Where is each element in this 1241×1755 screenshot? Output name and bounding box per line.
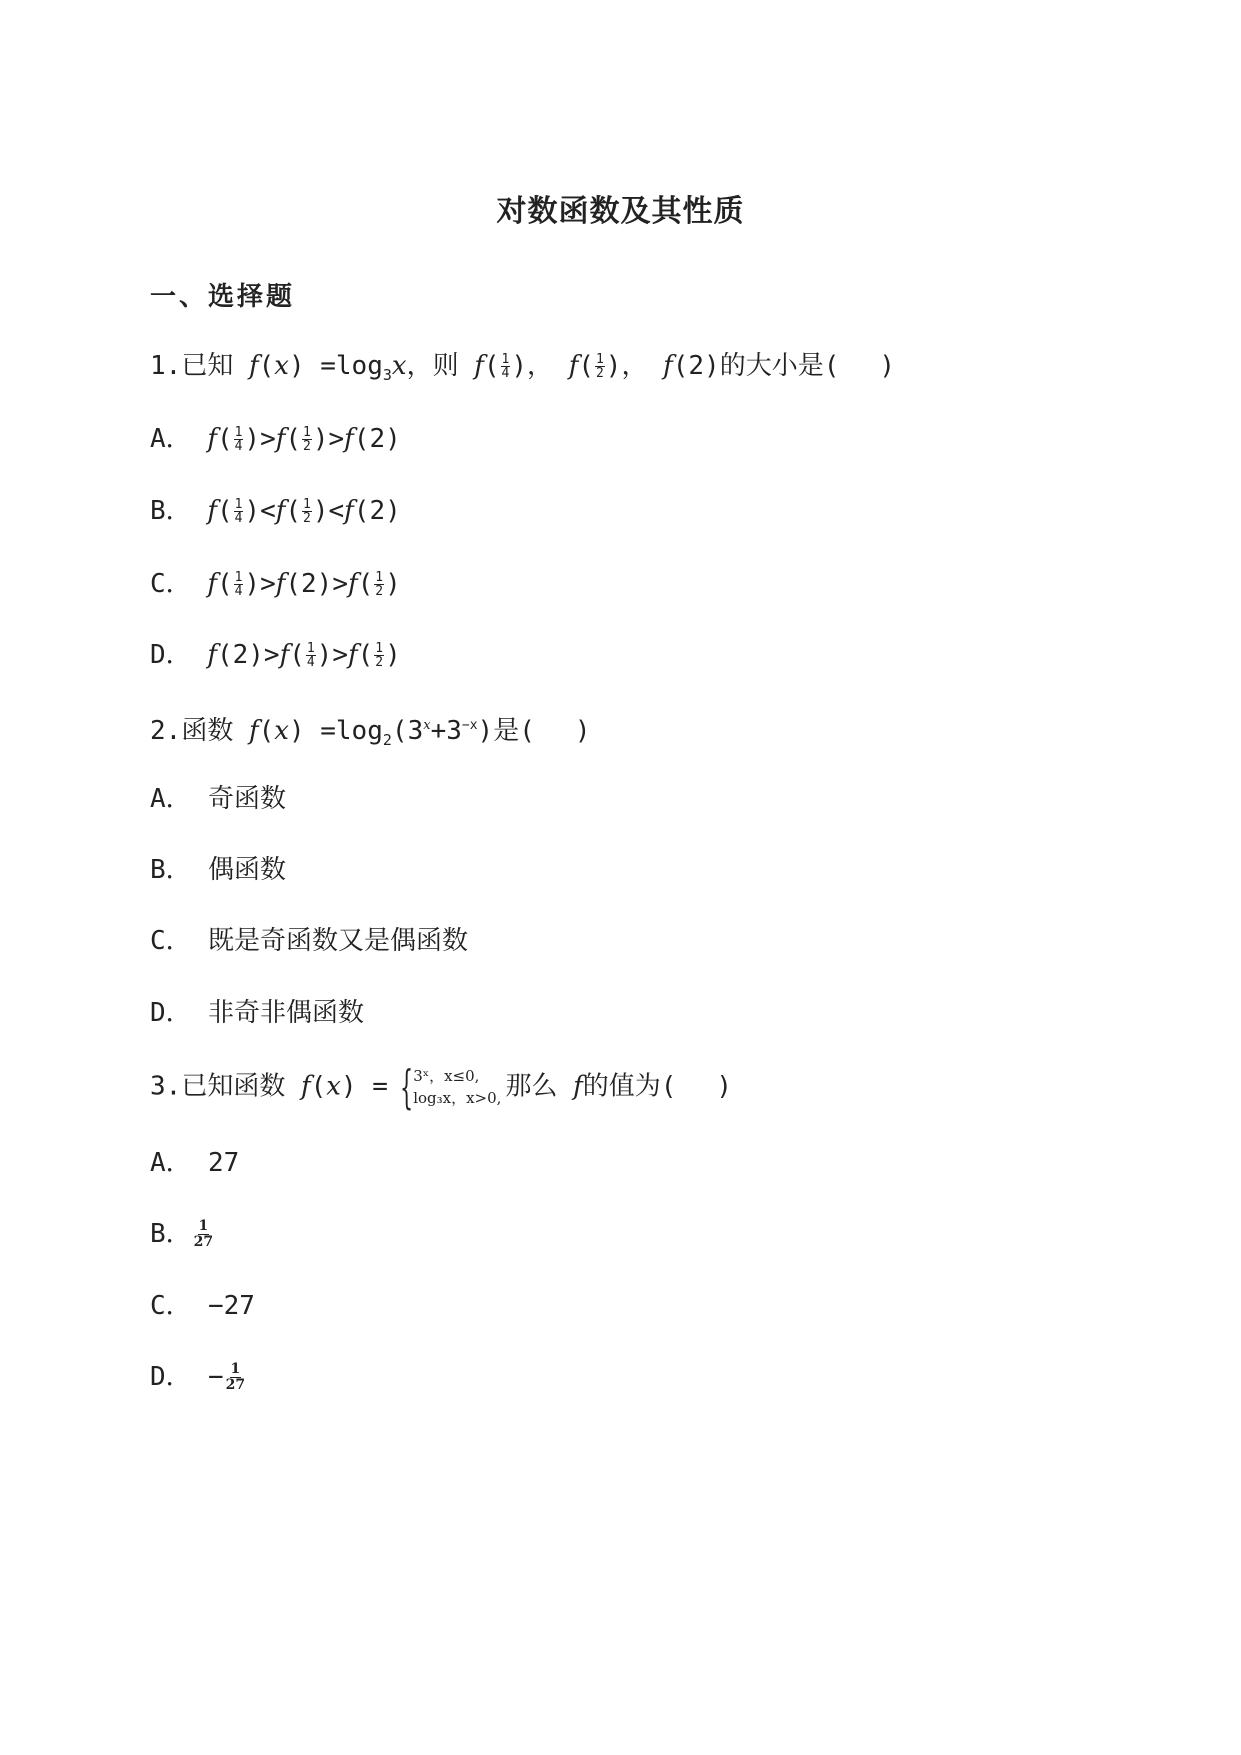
log-base: 3 [382, 366, 392, 384]
option-label: B． [150, 855, 192, 885]
case-2: log₃x，x>0, [413, 1089, 502, 1107]
question-number: 3. [150, 1071, 182, 1102]
log-base: 2 [382, 731, 392, 749]
function-name: f [248, 351, 259, 381]
option-label: D． [150, 998, 192, 1028]
option-label: A． [150, 424, 192, 454]
option-label: B． [150, 496, 192, 526]
fraction-half: $\frac{1}{2}$ [375, 570, 384, 599]
option-2b [150, 850, 286, 890]
question-2: 2.函数 $f(x) =\log_2(3^x+3^{-x})$是( ) [150, 716, 591, 749]
option-3c [150, 1286, 255, 1326]
fraction: $\frac{1}{27}$ [193, 1218, 214, 1250]
option-3a [150, 1143, 239, 1183]
fraction-quarter: $\frac{1}{4}$ [234, 570, 243, 599]
piecewise-definition: { 3ˣ，x≤0, log₃x，x>0, [399, 1060, 502, 1114]
option-label: D． [150, 1362, 192, 1392]
question-suffix: 的大小是( [719, 351, 840, 381]
fraction-quarter: $\frac{1}{4}$ [501, 352, 510, 381]
option-2d [150, 993, 364, 1033]
fraction-half: $\frac{1}{2}$ [375, 641, 384, 670]
option-label: C． [150, 1291, 192, 1321]
variable: x [274, 351, 289, 381]
option-label: B． [150, 1219, 192, 1249]
option-text: 27 [208, 1148, 240, 1178]
question-number: 2. [150, 716, 182, 746]
option-2a [150, 779, 286, 819]
function-name: f [568, 351, 579, 381]
page-title: 对数函数及其性质 [496, 194, 745, 229]
fraction-half: $\frac{1}{2}$ [303, 497, 311, 526]
option-3d [150, 1357, 247, 1397]
question-3: 3.已知函数 f(x) = { 3ˣ，x≤0, log₃x，x>0, 那么 f的值为( ) [150, 1060, 733, 1114]
option-label: A． [150, 1148, 192, 1178]
option-1d: D． f(2)>f( $\frac{1}{4}$ )>f( $\frac{1}{2}$ ) [150, 640, 401, 670]
option-text: 偶函数 [208, 855, 287, 885]
function-name: f [474, 351, 484, 381]
option-3b [150, 1214, 215, 1254]
option-text: 奇函数 [208, 784, 287, 814]
fraction-half: $\frac{1}{2}$ [303, 425, 311, 454]
option-1c: C． f( $\frac{1}{4}$ )>f(2)>f( $\frac{1}{2}$ ) [150, 569, 401, 599]
option-1b: B． f( $\frac{1}{4}$ )<f( $\frac{1}{2}$ )<f(2) [150, 496, 401, 526]
question-1: 1.已知 $f(x) =\log_3x$，则 f( $\frac{1}{4}$ )， f( $\frac{1}{2}$ )， f(2)的大小是( ) [150, 351, 896, 384]
function-name: f [663, 351, 673, 381]
question-prefix: 函数 [181, 716, 234, 746]
option-label: C． [150, 569, 192, 599]
section-heading: 一、选择题 [150, 282, 296, 312]
fraction-quarter: $\frac{1}{4}$ [234, 497, 243, 526]
exponent: −x [461, 718, 478, 733]
option-text: −27 [208, 1291, 255, 1321]
question-suffix: 是( [493, 716, 535, 746]
fraction-half: $\frac{1}{2}$ [595, 352, 604, 381]
question-number: 1. [150, 351, 182, 381]
option-label: D． [150, 640, 192, 670]
case-1: 3ˣ，x≤0, [413, 1067, 480, 1085]
question-prefix: 已知函数 [181, 1071, 286, 1102]
option-label: C． [150, 926, 192, 956]
option-text: 既是奇函数又是偶函数 [208, 926, 469, 956]
variable: x [391, 351, 407, 381]
minus-sign: − [208, 1362, 224, 1392]
log-text: log [335, 351, 383, 381]
question-suffix: 那么 [505, 1071, 558, 1102]
option-text: 非奇非偶函数 [208, 998, 365, 1028]
then-word: 则 [432, 351, 459, 381]
fraction-quarter: $\frac{1}{4}$ [234, 425, 243, 454]
exponent: x [423, 718, 431, 733]
option-2c [150, 921, 468, 961]
fraction: $\frac{1}{27}$ [225, 1361, 246, 1393]
option-label: A． [150, 784, 192, 814]
option-1a: A． f( $\frac{1}{4}$ )>f( $\frac{1}{2}$ )>f(2) [150, 424, 401, 454]
question-prefix: 已知 [181, 351, 234, 381]
fraction-quarter: $\frac{1}{4}$ [306, 641, 315, 670]
